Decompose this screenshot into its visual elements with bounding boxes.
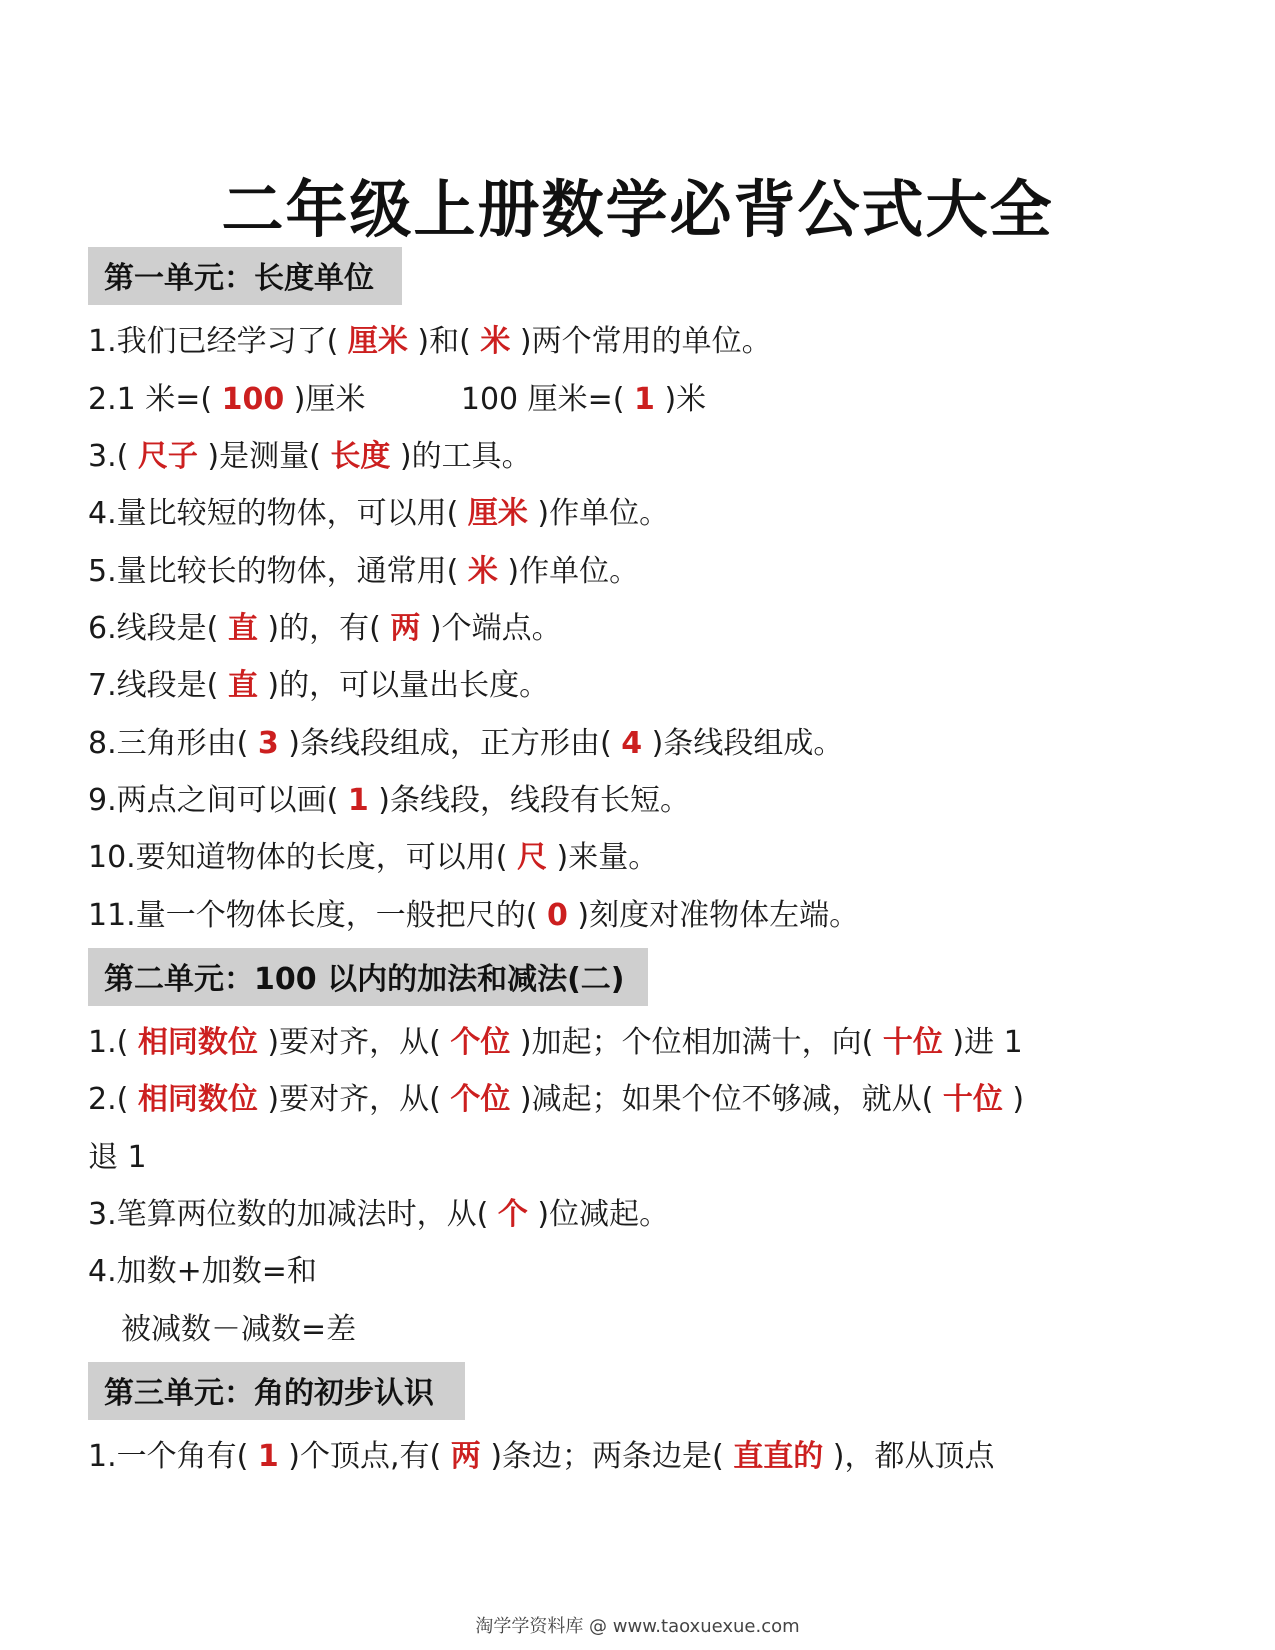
line-text: )的工具。 — [390, 439, 532, 474]
answer-text: 米 — [467, 554, 498, 589]
line-text: )进 1 — [942, 1025, 1023, 1060]
list-item — [88, 781, 690, 821]
line-text: )条线段组成。 — [642, 726, 844, 761]
line-text: )加起；个位相加满十，向( — [510, 1025, 883, 1060]
line-text: 2.1 米=( — [88, 382, 222, 417]
line-text: )的，可以量出长度。 — [257, 668, 550, 703]
line-text: )的，有( — [257, 611, 391, 646]
line-text: 1.( — [88, 1025, 138, 1060]
list-item — [88, 1138, 147, 1178]
line-text: )作单位。 — [527, 496, 670, 531]
answer-text: 两 — [390, 611, 421, 646]
line-text: )是测量( — [197, 439, 331, 474]
line-text: 3.笔算两位数的加减法时，从( — [88, 1197, 498, 1232]
line-text: 被减数－减数=差 — [121, 1312, 357, 1347]
line-text: ) — [1002, 1082, 1025, 1117]
answer-text: 相同数位 — [137, 1025, 258, 1060]
answer-text: 相同数位 — [137, 1082, 258, 1117]
answer-text: 1 — [634, 382, 655, 417]
line-text: 11.量一个物体长度，一般把尺的( — [88, 898, 547, 933]
line-text: )刻度对准物体左端。 — [567, 898, 860, 933]
line-text: )两个常用的单位。 — [510, 324, 772, 359]
line-text: 3.( — [88, 439, 138, 474]
line-text: 9.两点之间可以画( — [88, 783, 348, 818]
answer-text: 厘米 — [467, 496, 528, 531]
section-header-unit-1: 第一单元：长度单位 — [88, 247, 402, 305]
answer-text: 直 — [227, 668, 258, 703]
list-item — [88, 322, 772, 362]
line-text: )位减起。 — [527, 1197, 670, 1232]
line-text: )，都从顶点 — [823, 1439, 995, 1474]
line-text: )米 — [654, 382, 707, 417]
section-header-unit-3: 第三单元：角的初步认识 — [88, 1362, 465, 1420]
answer-text: 两 — [450, 1439, 481, 1474]
line-text: 7.线段是( — [88, 668, 228, 703]
line-text: )厘米 100 厘米=( — [284, 382, 635, 417]
answer-text: 米 — [480, 324, 511, 359]
list-item — [88, 724, 843, 764]
answer-text: 十位 — [942, 1082, 1003, 1117]
list-item — [88, 1023, 1023, 1063]
list-item — [88, 666, 549, 706]
line-text: )减起；如果个位不够减，就从( — [510, 1082, 943, 1117]
list-item — [88, 437, 532, 477]
line-text: 2.( — [88, 1082, 138, 1117]
line-text: 1.一个角有( — [88, 1439, 258, 1474]
list-item — [88, 380, 706, 420]
answer-text: 1 — [257, 1439, 279, 1474]
line-text: 8.三角形由( — [88, 726, 258, 761]
line-text: )和( — [407, 324, 481, 359]
list-item — [88, 494, 669, 534]
answer-text: 0 — [546, 898, 568, 933]
line-text: )来量。 — [546, 840, 659, 875]
list-item — [88, 1195, 669, 1235]
section-header-unit-2: 第二单元：100 以内的加法和减法(二) — [88, 948, 648, 1006]
list-item — [121, 1310, 356, 1350]
line-text: )个顶点,有( — [278, 1439, 451, 1474]
line-text: 退 1 — [88, 1140, 147, 1175]
answer-text: 厘米 — [347, 324, 408, 359]
line-text: )要对齐，从( — [257, 1025, 451, 1060]
answer-text: 1 — [347, 783, 369, 818]
line-text: )条线段，线段有长短。 — [368, 783, 690, 818]
list-item — [88, 1437, 995, 1477]
answer-text: 100 — [221, 382, 285, 417]
line-text: )条线段组成，正方形由( — [278, 726, 622, 761]
page-title: 二年级上册数学必背公式大全 — [221, 173, 1054, 246]
list-item — [88, 896, 859, 936]
answer-text: 尺子 — [137, 439, 198, 474]
line-text: 10.要知道物体的长度，可以用( — [88, 840, 517, 875]
answer-text: 尺 — [516, 840, 547, 875]
list-item — [88, 838, 658, 878]
line-text: 1.我们已经学习了( — [88, 324, 348, 359]
answer-text: 个 — [497, 1197, 528, 1232]
list-item — [88, 609, 562, 649]
answer-text: 十位 — [882, 1025, 943, 1060]
answer-text: 个位 — [450, 1025, 511, 1060]
answer-text: 个位 — [450, 1082, 511, 1117]
line-text: 4.加数+加数=和 — [88, 1254, 317, 1289]
answer-text: 4 — [621, 726, 643, 761]
answer-text: 直 — [227, 611, 258, 646]
answer-text: 长度 — [330, 439, 391, 474]
line-text: 6.线段是( — [88, 611, 228, 646]
line-text: )要对齐，从( — [257, 1082, 451, 1117]
line-text: 4.量比较短的物体，可以用( — [88, 496, 468, 531]
answer-text: 直直的 — [733, 1439, 824, 1474]
list-item — [88, 1080, 1024, 1120]
line-text: )个端点。 — [420, 611, 562, 646]
list-item — [88, 1252, 317, 1292]
line-text: 5.量比较长的物体，通常用( — [88, 554, 468, 589]
line-text: )条边；两条边是( — [480, 1439, 734, 1474]
list-item — [88, 552, 639, 592]
answer-text: 3 — [257, 726, 279, 761]
footer-watermark: 淘学学资料库 @ www.taoxuexue.com — [475, 1616, 800, 1637]
line-text: )作单位。 — [497, 554, 640, 589]
